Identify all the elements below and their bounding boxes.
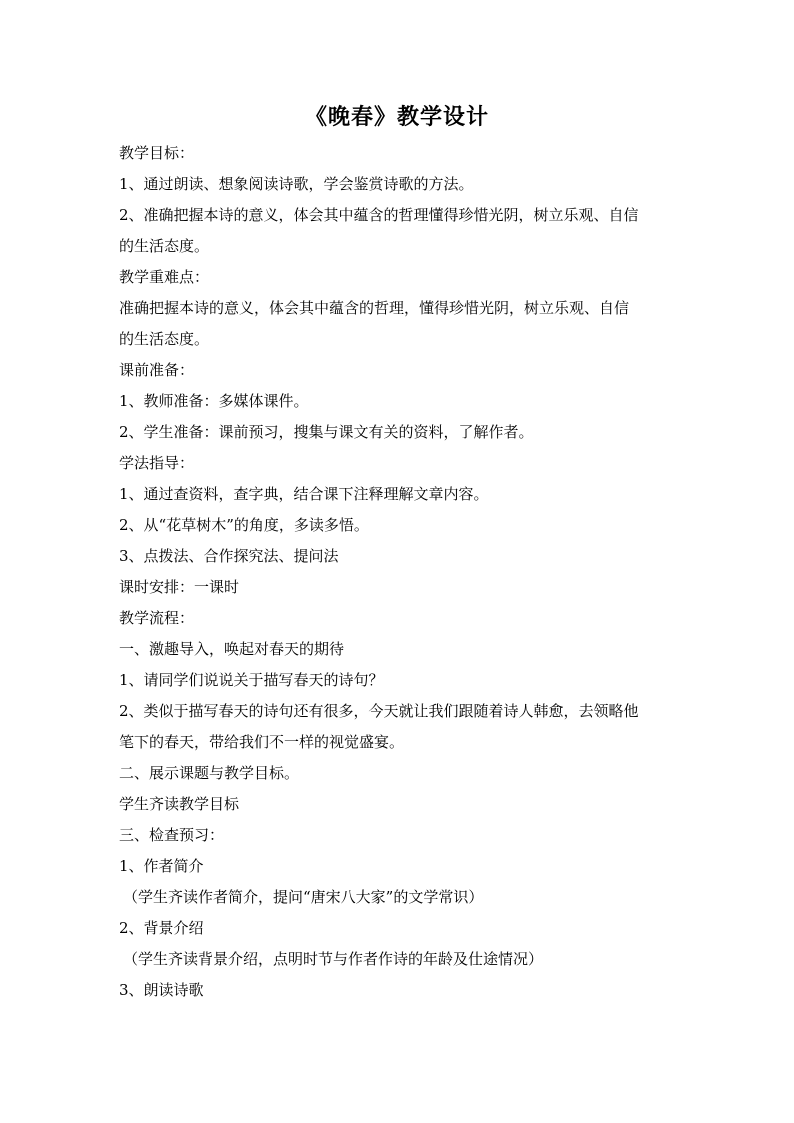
paragraph-line: 的生活态度。 [119,237,210,255]
paragraph-line: （学生齐读背景介绍，点明时节与作者作诗的年龄及仕途情况） [123,950,544,968]
section-heading-key-points: 教学重难点： [119,268,210,286]
paragraph-line: 2、准确把握本诗的意义，体会其中蕴含的哲理懂得珍惜光阴，树立乐观、自信 [119,206,639,224]
paragraph-line: 3、点拨法、合作探究法、提问法 [119,547,339,565]
paragraph-line: 1、通过朗读、想象阅读诗歌，学会鉴赏诗歌的方法。 [119,175,474,193]
document-body [119,138,689,1006]
paragraph-line: 2、背景介绍 [119,919,204,937]
paragraph-line: 准确把握本诗的意义，体会其中蕴含的哲理，懂得珍惜光阴，树立乐观、自信 [119,299,630,317]
paragraph-line: 1、请同学们说说关于描写春天的诗句？ [119,671,384,689]
paragraph-line: 1、教师准备：多媒体课件。 [119,392,309,410]
document-title: 《晚春》教学设计 [304,104,489,130]
section-heading-preparation: 课前准备： [119,361,195,379]
paragraph-line: 二、展示课题与教学目标。 [119,764,300,782]
paragraph-line: （学生齐读作者简介，提问“唐宋八大家”的文学常识） [123,888,484,906]
paragraph-line: 1、通过查资料，查字典，结合课下注释理解文章内容。 [119,485,489,503]
section-heading-process: 教学流程： [119,609,195,627]
paragraph-line: 1、作者简介 [119,857,204,875]
paragraph-line: 笔下的春天，带给我们不一样的视觉盛宴。 [119,733,405,751]
section-heading-study-guide: 学法指导： [119,454,195,472]
paragraph-line: 一、激趣导入，唤起对春天的期待 [119,640,345,658]
paragraph-line: 2、类似于描写春天的诗句还有很多，今天就让我们跟随着诗人韩愈，去领略他 [119,702,639,720]
paragraph-line: 2、学生准备：课前预习，搜集与课文有关的资料，了解作者。 [119,423,534,441]
paragraph-line: 3、朗读诗歌 [119,981,204,999]
paragraph-line: 的生活态度。 [119,330,210,348]
paragraph-line: 课时安排：一课时 [119,578,240,596]
paragraph-line: 学生齐读教学目标 [119,795,240,813]
paragraph-line: 三、检查预习： [119,826,225,844]
section-heading-goals: 教学目标： [119,144,195,162]
paragraph-line: 2、从“花草树木”的角度，多读多悟。 [119,516,369,534]
